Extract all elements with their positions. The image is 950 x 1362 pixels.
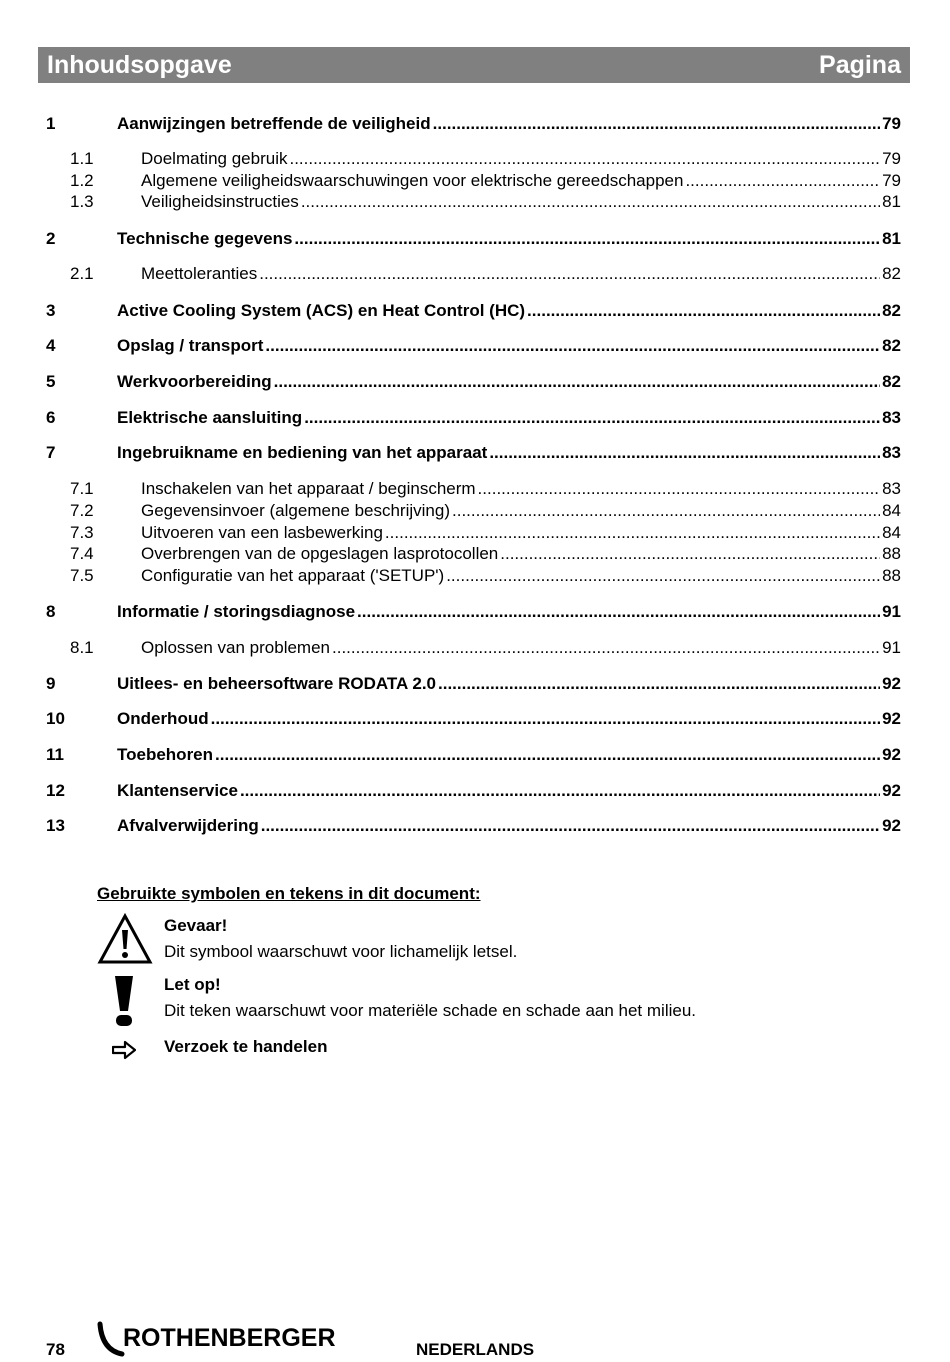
toc-leader-dots <box>500 543 880 565</box>
toc-leader-dots <box>301 191 880 213</box>
legend-heading: Gebruikte symbolen en tekens in dit document: <box>97 884 481 903</box>
toc-leader-dots <box>357 601 880 623</box>
toc-entry-title: Meettoleranties <box>141 264 258 283</box>
toc-entry-number: 2.1 <box>70 264 94 283</box>
toc-entry-page: 88 <box>882 566 901 585</box>
toc-entry-number: 7.5 <box>70 566 94 585</box>
toc-entry-page: 88 <box>882 544 901 563</box>
toc-entry-title: Doelmating gebruik <box>141 149 288 168</box>
toc-entry-title: Werkvoorbereiding <box>117 372 272 391</box>
toc-entry[interactable] <box>46 565 901 587</box>
toc-entry-page: 81 <box>882 229 901 248</box>
toc-leader-dots <box>261 815 880 837</box>
toc-entry-number: 7 <box>46 443 56 462</box>
toc-leader-dots <box>289 148 880 170</box>
toc-entry-number: 1.2 <box>70 171 94 190</box>
toc-entry[interactable] <box>46 191 901 213</box>
toc-leader-dots <box>438 673 880 695</box>
toc-entry-number: 11 <box>46 745 64 764</box>
danger-description: Dit symbool waarschuwt voor lichamelijk letsel. <box>164 942 518 961</box>
toc-entry-number: 1 <box>46 114 56 133</box>
toc-entry-number: 4 <box>46 336 56 355</box>
toc-entry-number: 7.1 <box>70 479 94 498</box>
exclamation-icon <box>110 973 138 1027</box>
toc-entry-number: 1.1 <box>70 149 94 168</box>
toc-entry[interactable] <box>46 442 901 464</box>
toc-entry-title: Informatie / storingsdiagnose <box>117 602 356 621</box>
toc-header-title: Inhoudsopgave <box>47 50 232 79</box>
toc-entry-number: 6 <box>46 408 56 427</box>
toc-entry-page: 92 <box>882 816 901 835</box>
toc-leader-dots <box>265 335 880 357</box>
toc-entry-number: 1.3 <box>70 192 94 211</box>
footer-language: NEDERLANDS <box>416 1340 535 1359</box>
toc-leader-dots <box>332 637 880 659</box>
toc-entry[interactable] <box>46 228 901 250</box>
toc-entry-title: Aanwijzingen betreffende de veiligheid <box>117 114 431 133</box>
toc-entry-title: Oplossen van problemen <box>141 638 331 657</box>
toc-header <box>38 47 910 83</box>
toc-entry-page: 91 <box>882 638 901 657</box>
toc-leader-dots <box>240 780 880 802</box>
toc-entry-page: 92 <box>882 674 901 693</box>
toc-entry[interactable] <box>46 601 901 623</box>
toc-entry[interactable] <box>46 744 901 766</box>
toc-entry-number: 7.3 <box>70 523 94 542</box>
toc-entry[interactable] <box>46 500 901 522</box>
toc-entry-page: 79 <box>882 149 901 168</box>
toc-entry-page: 92 <box>882 745 901 764</box>
toc-entry-number: 8 <box>46 602 56 621</box>
toc-entry-title: Technische gegevens <box>117 229 293 248</box>
toc-leader-dots <box>685 170 880 192</box>
toc-entry-page: 92 <box>882 781 901 800</box>
toc-entry-page: 81 <box>882 192 901 211</box>
toc-entry-title: Veiligheidsinstructies <box>141 192 299 211</box>
toc-entry[interactable] <box>46 113 901 135</box>
toc-entry-title: Opslag / transport <box>117 336 264 355</box>
toc-entry-number: 5 <box>46 372 56 391</box>
toc-entry[interactable] <box>46 522 901 544</box>
toc-entry[interactable] <box>46 407 901 429</box>
toc-entry-title: Afvalverwijdering <box>117 816 259 835</box>
toc-entry-number: 2 <box>46 229 56 248</box>
toc-entry[interactable] <box>46 170 901 192</box>
toc-entry-title: Configuratie van het apparaat ('SETUP') <box>141 566 445 585</box>
toc-leader-dots <box>527 300 880 322</box>
toc-leader-dots <box>452 500 880 522</box>
toc-entry-number: 8.1 <box>70 638 94 657</box>
toc-entry-page: 82 <box>882 264 901 283</box>
toc-leader-dots <box>489 442 880 464</box>
toc-entry-title: Klantenservice <box>117 781 238 800</box>
toc-entry-title: Algemene veiligheidswaarschuwingen voor elektrische gereedschappen <box>141 171 684 190</box>
toc-leader-dots <box>259 263 880 285</box>
toc-entry-title: Toebehoren <box>117 745 214 764</box>
toc-entry-page: 82 <box>882 336 901 355</box>
toc-entry-title: Overbrengen van de opgeslagen lasprotocollen <box>141 544 499 563</box>
toc-entry-page: 92 <box>882 709 901 728</box>
toc-entry[interactable] <box>46 263 901 285</box>
toc-entry-title: Onderhoud <box>117 709 209 728</box>
toc-entry[interactable] <box>46 300 901 322</box>
toc-entry-page: 83 <box>882 479 901 498</box>
toc-leader-dots <box>433 113 880 135</box>
toc-entry-page: 91 <box>882 602 901 621</box>
toc-entry-number: 9 <box>46 674 56 693</box>
toc-leader-dots <box>304 407 880 429</box>
toc-entry-title: Gegevensinvoer (algemene beschrijving) <box>141 501 450 520</box>
toc-entry-number: 13 <box>46 816 65 835</box>
toc-entry-page: 83 <box>882 443 901 462</box>
warning-triangle-icon <box>97 913 153 965</box>
toc-entry[interactable] <box>46 335 901 357</box>
toc-entry[interactable] <box>46 637 901 659</box>
arrow-right-icon <box>112 1040 136 1060</box>
toc-entry-page: 84 <box>882 501 901 520</box>
toc-entry-page: 79 <box>882 171 901 190</box>
toc-entry-page: 83 <box>882 408 901 427</box>
toc-entry[interactable] <box>46 673 901 695</box>
toc-entry-number: 12 <box>46 781 65 800</box>
toc-leader-dots <box>274 371 880 393</box>
toc-entry-title: Elektrische aansluiting <box>117 408 303 427</box>
danger-title: Gevaar! <box>164 916 228 935</box>
toc-header-page-label: Pagina <box>819 50 901 79</box>
toc-leader-dots <box>211 708 880 730</box>
toc-entry[interactable] <box>46 371 901 393</box>
toc-leader-dots <box>446 565 880 587</box>
toc-entry-title: Uitlees- en beheersoftware RODATA 2.0 <box>117 674 436 693</box>
toc-entry-page: 84 <box>882 523 901 542</box>
toc-entry[interactable] <box>46 708 901 730</box>
toc-entry-number: 10 <box>46 709 65 728</box>
toc-entry[interactable] <box>46 148 901 170</box>
toc-entry-page: 82 <box>882 301 901 320</box>
toc-entry-page: 82 <box>882 372 901 391</box>
toc-leader-dots <box>478 478 881 500</box>
toc-entry[interactable] <box>46 815 901 837</box>
logo-wordmark: ROTHENBERGER <box>123 1324 336 1352</box>
caution-title: Let op! <box>164 975 221 994</box>
toc-entry-page: 79 <box>882 114 901 133</box>
toc-entry-title: Active Cooling System (ACS) en Heat Control (HC) <box>117 301 526 320</box>
action-title: Verzoek te handelen <box>164 1037 328 1056</box>
toc-entry-title: Inschakelen van het apparaat / beginscherm <box>141 479 476 498</box>
page-number: 78 <box>46 1340 65 1359</box>
toc-entry-number: 3 <box>46 301 56 320</box>
toc-leader-dots <box>385 522 880 544</box>
caution-description: Dit teken waarschuwt voor materiële schade en schade aan het milieu. <box>164 1001 697 1020</box>
toc-entry-title: Ingebruikname en bediening van het apparaat <box>117 443 488 462</box>
toc-entry-number: 7.4 <box>70 544 94 563</box>
rothenberger-logo <box>96 1320 346 1358</box>
toc-entry[interactable] <box>46 543 901 565</box>
toc-entry[interactable] <box>46 780 901 802</box>
toc-leader-dots <box>294 228 880 250</box>
toc-leader-dots <box>215 744 880 766</box>
toc-entry-number: 7.2 <box>70 501 94 520</box>
toc-entry-title: Uitvoeren van een lasbewerking <box>141 523 383 542</box>
toc-entry[interactable] <box>46 478 901 500</box>
